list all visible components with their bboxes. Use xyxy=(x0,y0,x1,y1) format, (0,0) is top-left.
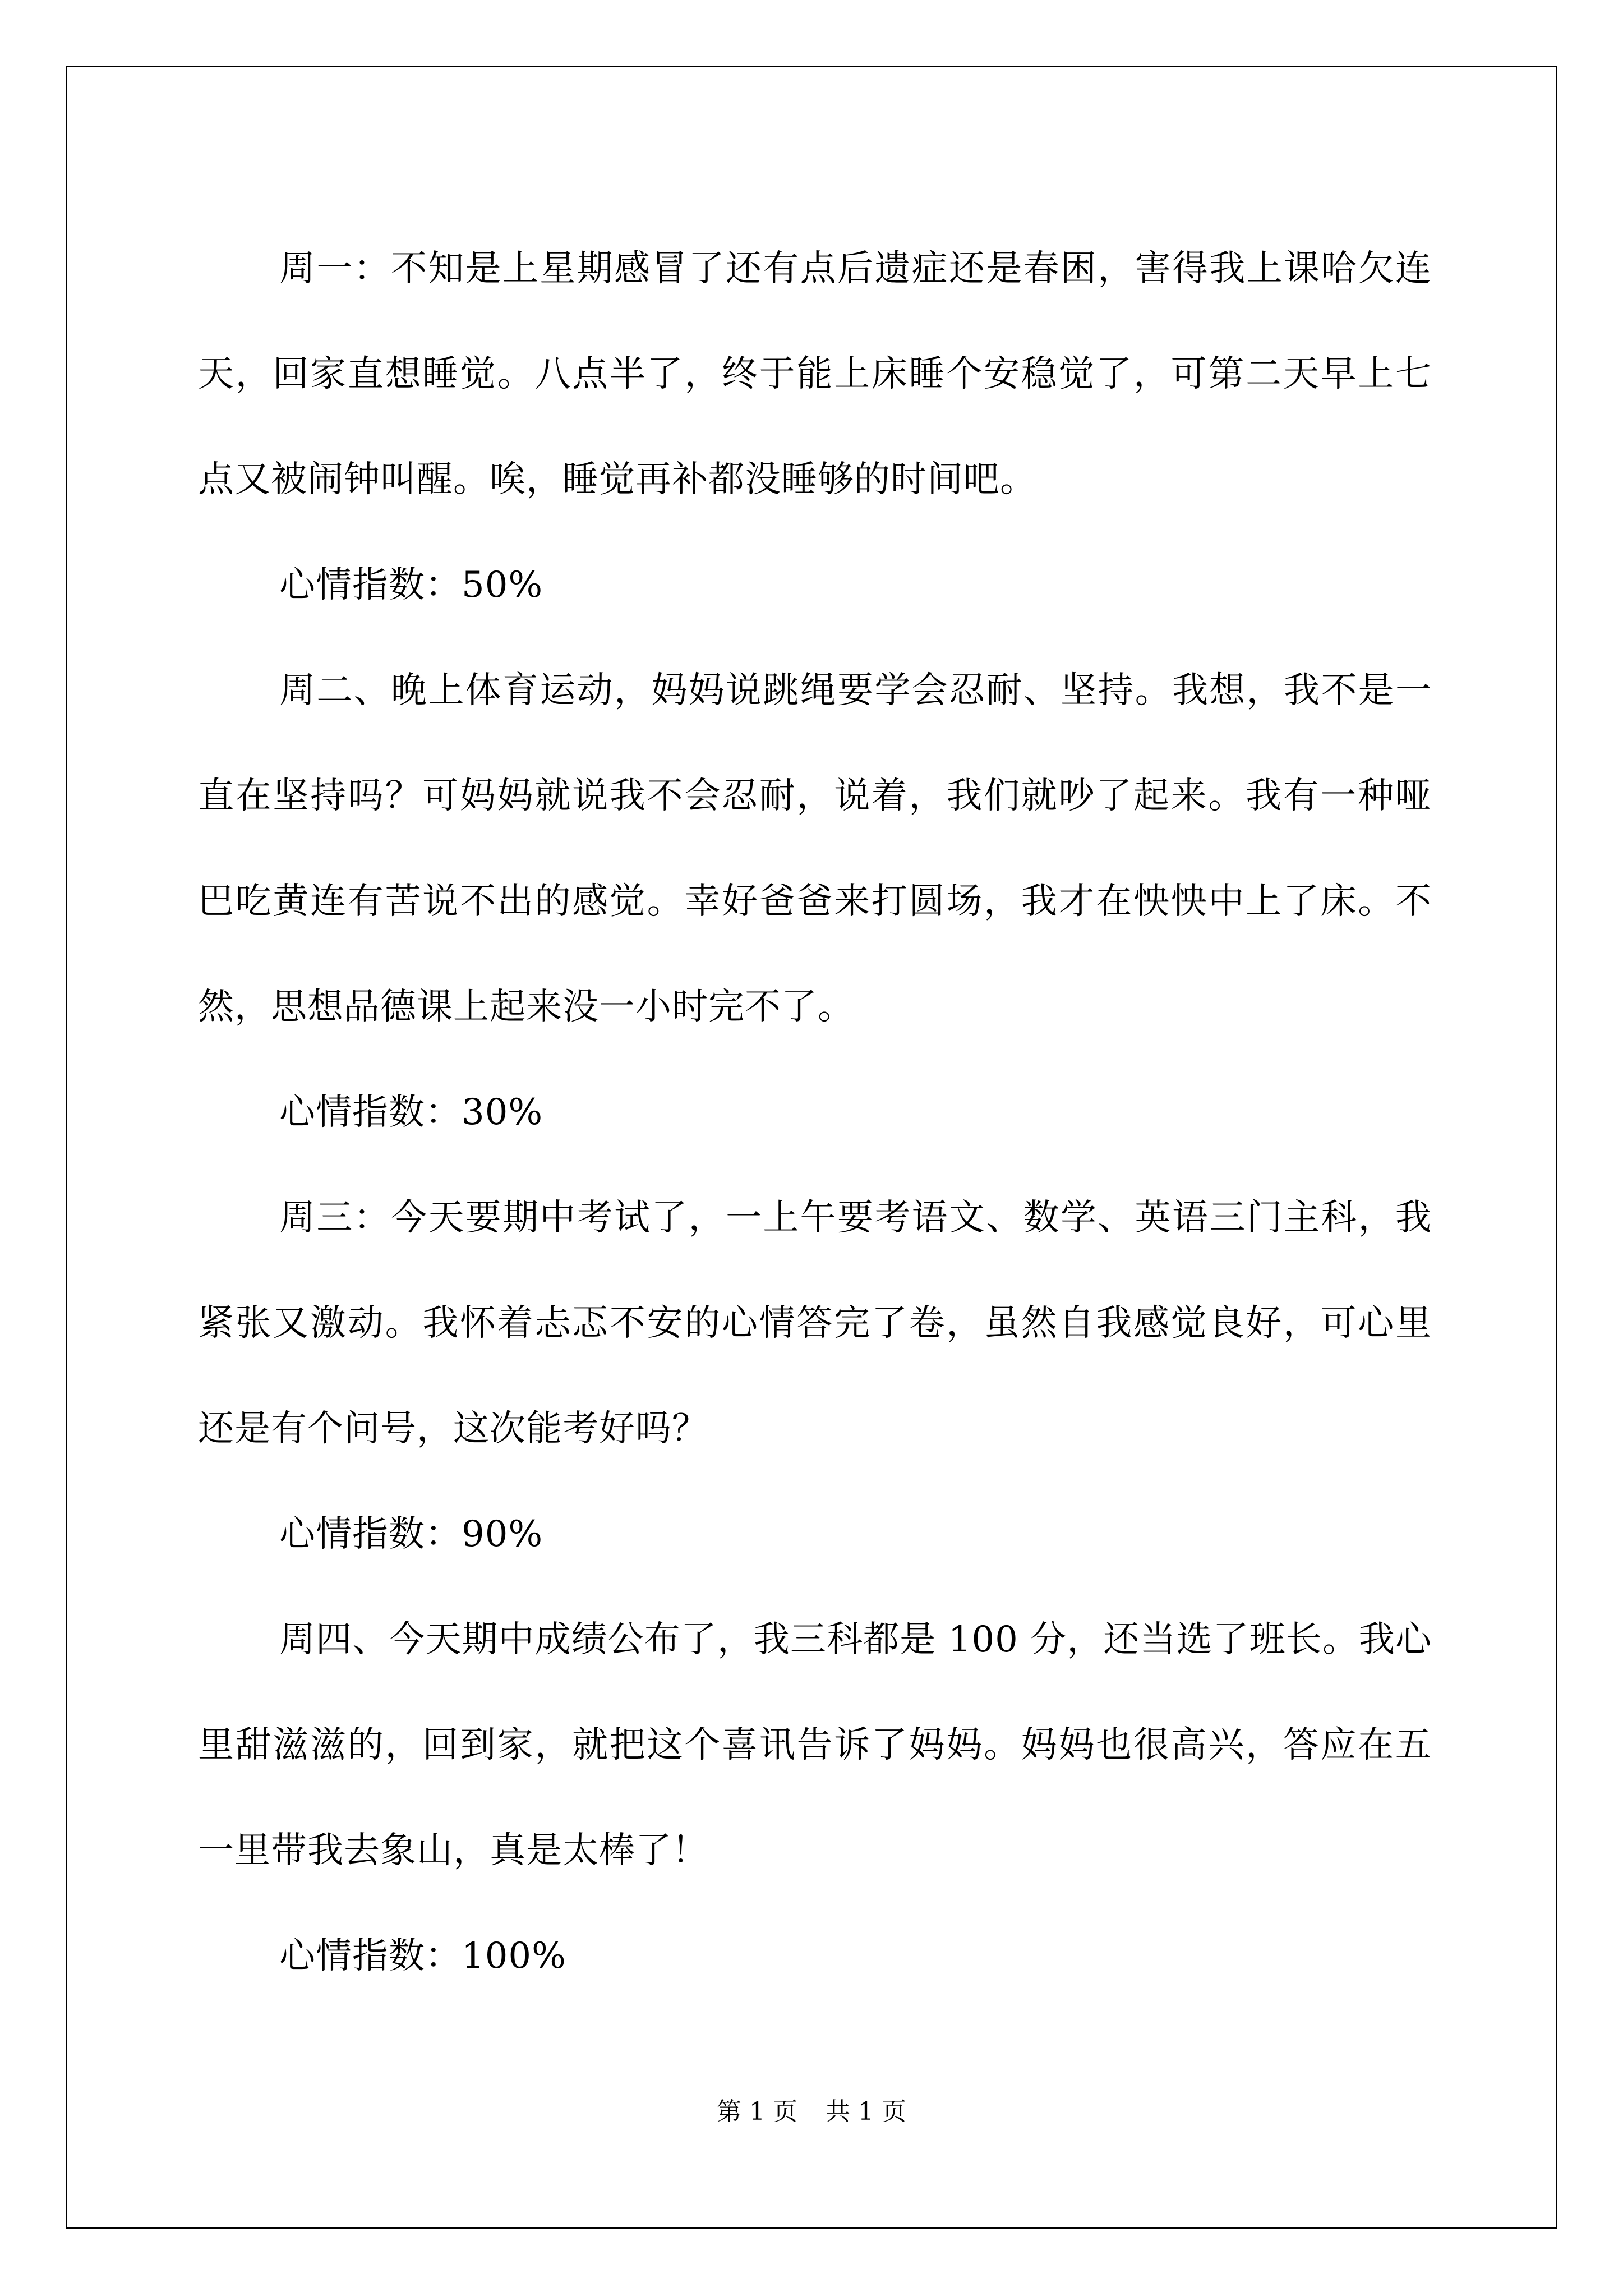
document-body xyxy=(198,216,1432,2009)
diary-entry-wednesday: 周三：今天要期中考试了，一上午要考语文、数学、英语三门主科，我紧张又激动。我怀着忐忑不安的心情答完了卷，虽然自我感觉良好，可心里还是有个问号，这次能考好吗？ xyxy=(198,1197,1432,1450)
diary-entry-thursday: 周四、今天期中成绩公布了，我三科都是 100 分，还当选了班长。我心里甜滋滋的，回到家，就把这个喜讯告诉了妈妈。妈妈也很高兴，答应在五一里带我去象山，真是太棒了！ xyxy=(198,1619,1432,1871)
mood-index-wednesday: 心情指数：90% xyxy=(279,1513,543,1555)
mood-index-tuesday: 心情指数：30% xyxy=(279,1092,543,1133)
page-footer xyxy=(0,2095,1623,2129)
mood-index-monday: 心情指数：50% xyxy=(279,564,543,606)
diary-entry-tuesday: 周二、晚上体育运动，妈妈说跳绳要学会忍耐、坚持。我想，我不是一直在坚持吗？可妈妈就说我不会忍耐，说着，我们就吵了起来。我有一种哑巴吃黄连有苦说不出的感觉。幸好爸爸来打圆场，我才在怏怏中上了床。不然，思想品德课上起来没一小时完不了。 xyxy=(198,670,1432,1028)
mood-index-thursday: 心情指数：100% xyxy=(279,1935,566,1977)
diary-entry-monday: 周一：不知是上星期感冒了还有点后遗症还是春困，害得我上课哈欠连天，回家直想睡觉。八点半了，终于能上床睡个安稳觉了，可第二天早上七点又被闹钟叫醒。唉，睡觉再补都没睡够的时间吧。 xyxy=(198,248,1432,500)
page-total: 共 1 页 xyxy=(826,2097,906,2126)
page-number: 第 1 页 xyxy=(717,2097,797,2126)
